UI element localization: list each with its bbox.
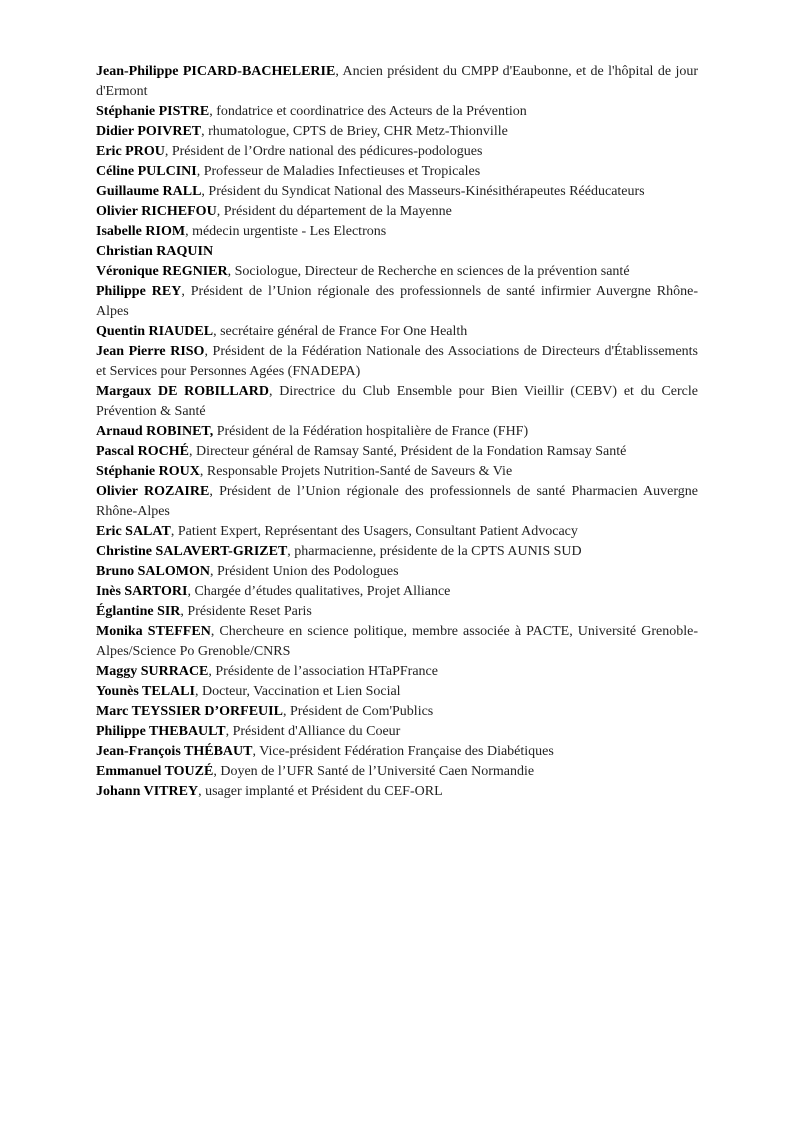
person-description: , Directrice du Club Ensemble pour Bien Vieillir (CEBV) et du Cercle Prévention & Santé: [96, 384, 698, 419]
person-name: Guillaume RALL: [96, 184, 202, 199]
list-item: [96, 722, 698, 742]
person-description: , Docteur, Vaccination et Lien Social: [194, 684, 401, 699]
list-item: [96, 262, 698, 282]
person-description: , Président du département de la Mayenne: [216, 204, 452, 219]
person-name: Olivier ROZAIRE: [96, 484, 210, 499]
person-name: Isabelle RIOM: [96, 224, 186, 239]
person-name: Jean-François THÉBAUT: [96, 744, 253, 759]
list-item: [96, 182, 698, 202]
document-page: [96, 62, 698, 802]
person-description: , Chargée d’études qualitatives, Projet Alliance: [187, 584, 451, 599]
person-description: , secrétaire général de France For One Health: [213, 324, 468, 339]
person-name: Jean-Philippe PICARD-BACHELERIE: [96, 64, 336, 79]
person-name: Didier POIVRET: [96, 124, 202, 139]
list-item: [96, 682, 698, 702]
list-item: [96, 242, 698, 262]
person-description: , Présidente de l’association HTaPFrance: [208, 664, 438, 679]
person-name: Maggy SURRACE: [96, 664, 209, 679]
person-name: Stéphanie PISTRE: [96, 104, 210, 119]
person-name: Philippe THEBAULT: [96, 724, 226, 739]
person-description: , Président de la Fédération Nationale des Associations de Directeurs d'Établissements et Services pour Personnes Agées (FNADEPA): [96, 344, 698, 379]
list-item: [96, 382, 698, 422]
person-name: Véronique REGNIER: [96, 264, 228, 279]
list-item: [96, 602, 698, 622]
list-item: [96, 582, 698, 602]
person-description: , Professeur de Maladies Infectieuses et Tropicales: [196, 164, 481, 179]
list-item: [96, 542, 698, 562]
person-name: Pascal ROCHÉ: [96, 444, 189, 459]
person-name: Younès TELALI: [96, 684, 195, 699]
list-item: [96, 142, 698, 162]
person-description: , Directeur général de Ramsay Santé, Président de la Fondation Ramsay Santé: [188, 444, 627, 459]
person-description: , médecin urgentiste - Les Electrons: [185, 224, 387, 239]
person-description: , Responsable Projets Nutrition-Santé de Saveurs & Vie: [199, 464, 513, 479]
person-description: , Présidente Reset Paris: [180, 604, 312, 619]
list-item: [96, 342, 698, 382]
list-item: [96, 562, 698, 582]
person-name: Arnaud ROBINET,: [96, 424, 214, 439]
list-item: [96, 762, 698, 782]
list-item: [96, 162, 698, 182]
person-description: , Chercheure en science politique, membre associée à PACTE, Université Grenoble-Alpes/Science Po Grenoble/CNRS: [96, 624, 698, 659]
list-item: [96, 322, 698, 342]
person-name: Inès SARTORI: [96, 584, 188, 599]
person-description: , Président de l’Union régionale des professionnels de santé infirmier Auvergne Rhône-Alpes: [96, 284, 698, 319]
person-name: Olivier RICHEFOU: [96, 204, 217, 219]
person-description: , Ancien président du CMPP d'Eaubonne, et de l'hôpital de jour d'Ermont: [96, 64, 698, 99]
person-description: , Président de Com'Publics: [282, 704, 434, 719]
person-description: , rhumatologue, CPTS de Briey, CHR Metz-Thionville: [201, 124, 508, 139]
list-item: [96, 222, 698, 242]
person-name: Philippe REY: [96, 284, 182, 299]
list-item: [96, 442, 698, 462]
list-item: [96, 742, 698, 762]
person-name: Johann VITREY: [96, 784, 199, 799]
person-description: , pharmacienne, présidente de la CPTS AUNIS SUD: [287, 544, 582, 559]
person-description: Président de la Fédération hospitalière de France (FHF): [213, 424, 529, 439]
person-name: Margaux DE ROBILLARD: [96, 384, 269, 399]
list-item: [96, 702, 698, 722]
list-item: [96, 282, 698, 322]
list-item: [96, 662, 698, 682]
list-item: [96, 122, 698, 142]
list-item: [96, 202, 698, 222]
person-description: , Doyen de l’UFR Santé de l’Université Caen Normandie: [213, 764, 535, 779]
person-description: , Patient Expert, Représentant des Usagers, Consultant Patient Advocacy: [170, 524, 578, 539]
list-item: [96, 782, 698, 802]
list-item: [96, 422, 698, 442]
person-description: , Président du Syndicat National des Masseurs-Kinésithérapeutes Rééducateurs: [201, 184, 645, 199]
person-name: Céline PULCINI: [96, 164, 197, 179]
list-item: [96, 482, 698, 522]
person-name: Eric SALAT: [96, 524, 171, 539]
person-description: , fondatrice et coordinatrice des Acteurs de la Prévention: [209, 104, 527, 119]
person-name: Christian RAQUIN: [96, 244, 214, 259]
person-name: Marc TEYSSIER D’ORFEUIL: [96, 704, 283, 719]
person-description: , Président Union des Podologues: [209, 564, 399, 579]
person-name: Quentin RIAUDEL: [96, 324, 214, 339]
person-description: , Président de l’Union régionale des professionnels de santé Pharmacien Auvergne Rhône-Alpes: [96, 484, 698, 519]
list-item: [96, 102, 698, 122]
person-name: Emmanuel TOUZÉ: [96, 764, 214, 779]
list-item: [96, 462, 698, 482]
person-name: Stéphanie ROUX: [96, 464, 200, 479]
person-name: Jean Pierre RISO: [96, 344, 205, 359]
person-description: , Président de l’Ordre national des pédicures-podologues: [164, 144, 483, 159]
person-name: Bruno SALOMON: [96, 564, 210, 579]
person-name: Églantine SIR: [96, 604, 181, 619]
person-description: , Président d'Alliance du Coeur: [225, 724, 401, 739]
person-description: , usager implanté et Président du CEF-ORL: [198, 784, 443, 799]
person-description: , Vice-président Fédération Française des Diabétiques: [252, 744, 554, 759]
person-name: Monika STEFFEN: [96, 624, 211, 639]
list-item: [96, 62, 698, 102]
person-name: Christine SALAVERT-GRIZET: [96, 544, 288, 559]
list-item: [96, 622, 698, 662]
person-description: , Sociologue, Directeur de Recherche en sciences de la prévention santé: [227, 264, 630, 279]
person-name: Eric PROU: [96, 144, 165, 159]
list-item: [96, 522, 698, 542]
